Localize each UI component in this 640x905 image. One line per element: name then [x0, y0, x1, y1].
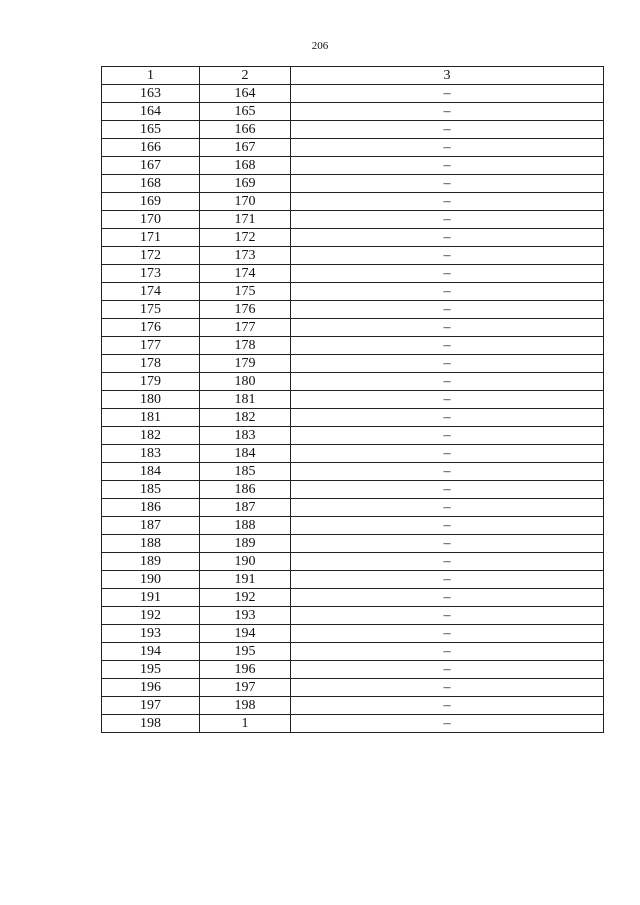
table-cell: 168: [200, 157, 291, 175]
table-cell: –: [291, 139, 604, 157]
table-cell: –: [291, 679, 604, 697]
table-cell: 182: [102, 427, 200, 445]
table-cell: –: [291, 301, 604, 319]
table-cell: 176: [200, 301, 291, 319]
table-cell: 196: [102, 679, 200, 697]
table-cell: 190: [102, 571, 200, 589]
table-cell: 180: [200, 373, 291, 391]
table-cell: –: [291, 391, 604, 409]
table-row: [102, 265, 604, 283]
table-row: [102, 517, 604, 535]
page-number: 206: [311, 40, 329, 52]
table-cell: –: [291, 589, 604, 607]
table-cell: –: [291, 481, 604, 499]
table-cell: 193: [102, 625, 200, 643]
table-cell: 170: [200, 193, 291, 211]
table-cell: 169: [200, 175, 291, 193]
table-cell: 171: [200, 211, 291, 229]
table-cell: –: [291, 517, 604, 535]
table-cell: –: [291, 571, 604, 589]
table-cell: 171: [102, 229, 200, 247]
table-row: [102, 175, 604, 193]
table-row: [102, 139, 604, 157]
table-cell: 198: [200, 697, 291, 715]
table-cell: –: [291, 499, 604, 517]
table-cell: 191: [200, 571, 291, 589]
table-cell: 194: [102, 643, 200, 661]
table-cell: –: [291, 247, 604, 265]
table-cell: –: [291, 355, 604, 373]
table-cell: 175: [102, 301, 200, 319]
table-row: [102, 373, 604, 391]
table-cell: –: [291, 715, 604, 733]
table-row: [102, 409, 604, 427]
table-cell: 184: [102, 463, 200, 481]
table-cell: 190: [200, 553, 291, 571]
table-cell: 187: [102, 517, 200, 535]
table-row: [102, 625, 604, 643]
table-cell: –: [291, 643, 604, 661]
table-row: [102, 121, 604, 139]
table-cell: –: [291, 535, 604, 553]
table-row: [102, 193, 604, 211]
table-row: [102, 247, 604, 265]
table-cell: 183: [102, 445, 200, 463]
table-cell: 165: [102, 121, 200, 139]
table-cell: –: [291, 373, 604, 391]
table-cell: 177: [102, 337, 200, 355]
table-row: [102, 481, 604, 499]
table-row: [102, 553, 604, 571]
table-cell: 186: [200, 481, 291, 499]
table-cell: –: [291, 229, 604, 247]
table-row: [102, 679, 604, 697]
table-row: [102, 499, 604, 517]
table-header-row: [102, 67, 604, 85]
table-cell: –: [291, 445, 604, 463]
table-cell: 185: [200, 463, 291, 481]
column-header: 3: [291, 67, 604, 85]
table-cell: 195: [200, 643, 291, 661]
table-cell: 186: [102, 499, 200, 517]
table-cell: –: [291, 553, 604, 571]
table-cell: –: [291, 319, 604, 337]
table-cell: –: [291, 85, 604, 103]
table-cell: 196: [200, 661, 291, 679]
table-row: [102, 463, 604, 481]
table-row: [102, 211, 604, 229]
table-row: [102, 85, 604, 103]
table-cell: 189: [200, 535, 291, 553]
table-cell: –: [291, 661, 604, 679]
table-cell: 191: [102, 589, 200, 607]
table-row: [102, 229, 604, 247]
table-row: [102, 715, 604, 733]
table-cell: –: [291, 121, 604, 139]
table-cell: 183: [200, 427, 291, 445]
table-row: [102, 661, 604, 679]
table-cell: 167: [102, 157, 200, 175]
table-cell: –: [291, 697, 604, 715]
table-row: [102, 697, 604, 715]
table-cell: 164: [200, 85, 291, 103]
table-cell: 166: [200, 121, 291, 139]
table-row: [102, 103, 604, 121]
table-row: [102, 427, 604, 445]
table-cell: 198: [102, 715, 200, 733]
table-cell: –: [291, 409, 604, 427]
table-cell: 185: [102, 481, 200, 499]
table-row: [102, 643, 604, 661]
table-cell: 197: [102, 697, 200, 715]
table-cell: –: [291, 337, 604, 355]
table-row: [102, 445, 604, 463]
table-header: [102, 67, 604, 85]
column-header: 2: [200, 67, 291, 85]
table-cell: 181: [102, 409, 200, 427]
table-cell: 174: [200, 265, 291, 283]
table-cell: 195: [102, 661, 200, 679]
table-row: [102, 157, 604, 175]
table-cell: –: [291, 103, 604, 121]
table-body: [102, 85, 604, 733]
table-cell: 167: [200, 139, 291, 157]
table-cell: –: [291, 193, 604, 211]
table-cell: 174: [102, 283, 200, 301]
table-cell: 194: [200, 625, 291, 643]
table-cell: 188: [200, 517, 291, 535]
table-cell: 182: [200, 409, 291, 427]
table-cell: 177: [200, 319, 291, 337]
table-cell: 164: [102, 103, 200, 121]
table-cell: 179: [102, 373, 200, 391]
table-cell: 178: [200, 337, 291, 355]
table-cell: 172: [102, 247, 200, 265]
table-cell: 181: [200, 391, 291, 409]
table-cell: 184: [200, 445, 291, 463]
table-row: [102, 301, 604, 319]
table-cell: 169: [102, 193, 200, 211]
table-cell: 165: [200, 103, 291, 121]
table-cell: 172: [200, 229, 291, 247]
table-row: [102, 607, 604, 625]
table-cell: 168: [102, 175, 200, 193]
table-cell: 192: [200, 589, 291, 607]
table-cell: 187: [200, 499, 291, 517]
table-cell: 1: [200, 715, 291, 733]
table-row: [102, 337, 604, 355]
table-cell: –: [291, 175, 604, 193]
table-cell: 179: [200, 355, 291, 373]
table-cell: 178: [102, 355, 200, 373]
table-cell: 189: [102, 553, 200, 571]
table-row: [102, 589, 604, 607]
table-cell: –: [291, 211, 604, 229]
table-cell: –: [291, 625, 604, 643]
table-row: [102, 319, 604, 337]
table-row: [102, 355, 604, 373]
table-cell: –: [291, 157, 604, 175]
data-table: [101, 66, 604, 733]
table-cell: 166: [102, 139, 200, 157]
column-header: 1: [102, 67, 200, 85]
table-row: [102, 571, 604, 589]
table-cell: 173: [102, 265, 200, 283]
table-row: [102, 283, 604, 301]
table-row: [102, 391, 604, 409]
table-cell: 192: [102, 607, 200, 625]
table-cell: –: [291, 265, 604, 283]
table-cell: –: [291, 427, 604, 445]
table-cell: 180: [102, 391, 200, 409]
table-cell: 170: [102, 211, 200, 229]
table-cell: 188: [102, 535, 200, 553]
table-cell: 163: [102, 85, 200, 103]
table-cell: –: [291, 283, 604, 301]
table-cell: 197: [200, 679, 291, 697]
table-cell: 175: [200, 283, 291, 301]
table-cell: 176: [102, 319, 200, 337]
table-cell: –: [291, 607, 604, 625]
table-cell: –: [291, 463, 604, 481]
table-row: [102, 535, 604, 553]
table-cell: 193: [200, 607, 291, 625]
table-cell: 173: [200, 247, 291, 265]
